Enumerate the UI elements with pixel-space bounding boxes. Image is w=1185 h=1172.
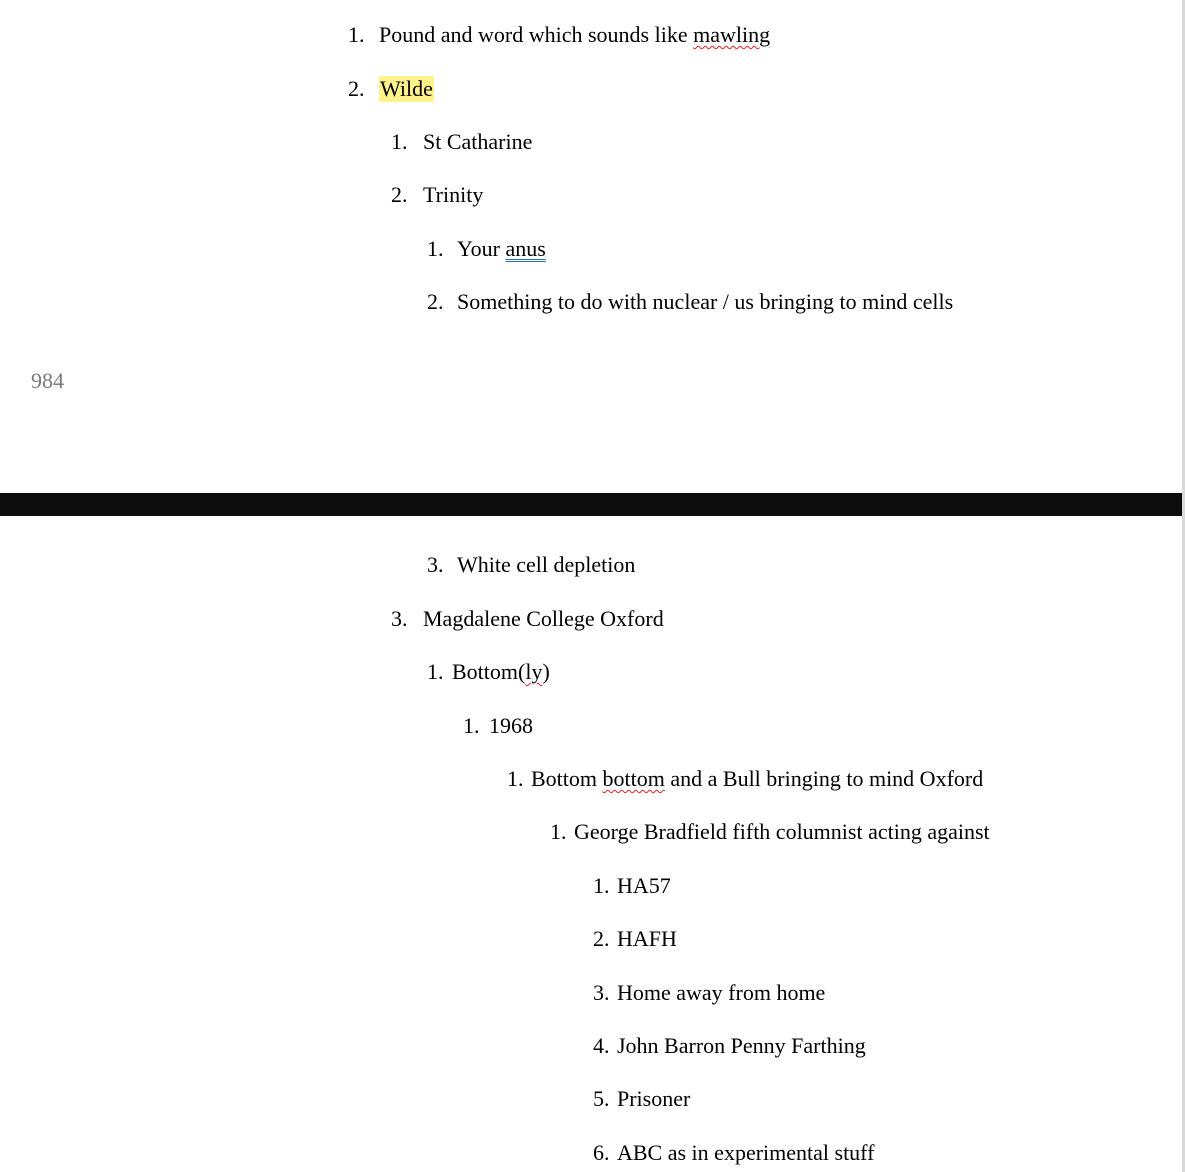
list-item-text: Bottom(ly)	[452, 659, 550, 684]
list-item[interactable]	[593, 1033, 866, 1059]
list-item[interactable]	[593, 1140, 874, 1166]
list-item[interactable]	[593, 873, 671, 899]
grammar-suggestion: anus	[505, 236, 546, 261]
list-number: 3.	[593, 980, 610, 1005]
list-item[interactable]	[427, 659, 550, 685]
page-number: 984	[31, 368, 64, 393]
list-item-text: Magdalene College Oxford	[423, 606, 664, 631]
list-item[interactable]	[391, 129, 532, 155]
list-number: 3.	[391, 606, 408, 631]
spelling-error: ly	[525, 659, 543, 684]
list-item-text: White cell depletion	[457, 552, 636, 577]
spelling-error: mawling	[693, 22, 771, 47]
list-number: 2.	[427, 289, 444, 314]
list-item-text: Pound and word which sounds like mawling	[379, 22, 771, 47]
list-item-text: Something to do with nuclear / us bringing to mind cells	[457, 289, 954, 314]
list-item[interactable]	[593, 980, 825, 1006]
list-number: 5.	[593, 1086, 610, 1111]
list-item[interactable]	[427, 289, 953, 315]
list-item-text: HA57	[617, 873, 671, 898]
list-item-text: St Catharine	[423, 129, 533, 154]
document-page-bottom	[0, 516, 1182, 1172]
list-number: 1.	[391, 129, 408, 154]
list-item[interactable]	[348, 22, 770, 48]
list-number: 2.	[391, 182, 408, 207]
list-item[interactable]	[427, 236, 546, 262]
list-number: 1.	[427, 236, 444, 261]
list-number: 1.	[550, 819, 567, 844]
list-item-text: HAFH	[617, 926, 677, 951]
list-item-text: George Bradfield fifth columnist acting against	[574, 819, 990, 844]
page-break-gap	[0, 493, 1185, 516]
list-item[interactable]	[391, 606, 664, 632]
list-item-text: Trinity	[423, 182, 484, 207]
list-number: 3.	[427, 552, 444, 577]
list-item[interactable]	[348, 76, 434, 102]
highlighted-text: Wilde	[380, 76, 433, 101]
list-number: 2.	[593, 926, 610, 951]
list-number: 6.	[593, 1140, 610, 1165]
document-page-top	[0, 0, 1182, 493]
list-item-text: Prisoner	[617, 1086, 691, 1111]
list-number: 1.	[507, 766, 524, 791]
list-item[interactable]	[550, 819, 990, 845]
list-number: 1.	[427, 659, 444, 684]
list-item-text: John Barron Penny Farthing	[617, 1033, 866, 1058]
list-number: 1.	[348, 22, 365, 47]
list-number: 2.	[348, 76, 365, 101]
list-item[interactable]	[507, 766, 983, 792]
list-item[interactable]	[427, 552, 635, 578]
list-item[interactable]	[463, 713, 533, 739]
list-number: 4.	[593, 1033, 610, 1058]
list-number: 1.	[593, 873, 610, 898]
list-item-text: Your anus	[457, 236, 546, 261]
list-item-text: ABC as in experimental stuff	[617, 1140, 875, 1165]
list-item[interactable]	[391, 182, 483, 208]
list-number: 1.	[463, 713, 480, 738]
list-item-text: Home away from home	[617, 980, 826, 1005]
list-item-text: Bottom bottom and a Bull bringing to mind Oxford	[531, 766, 984, 791]
list-item[interactable]	[593, 926, 677, 952]
list-item[interactable]	[593, 1086, 690, 1112]
spelling-error: bottom	[602, 766, 665, 791]
list-item-text: 1968	[489, 713, 533, 738]
